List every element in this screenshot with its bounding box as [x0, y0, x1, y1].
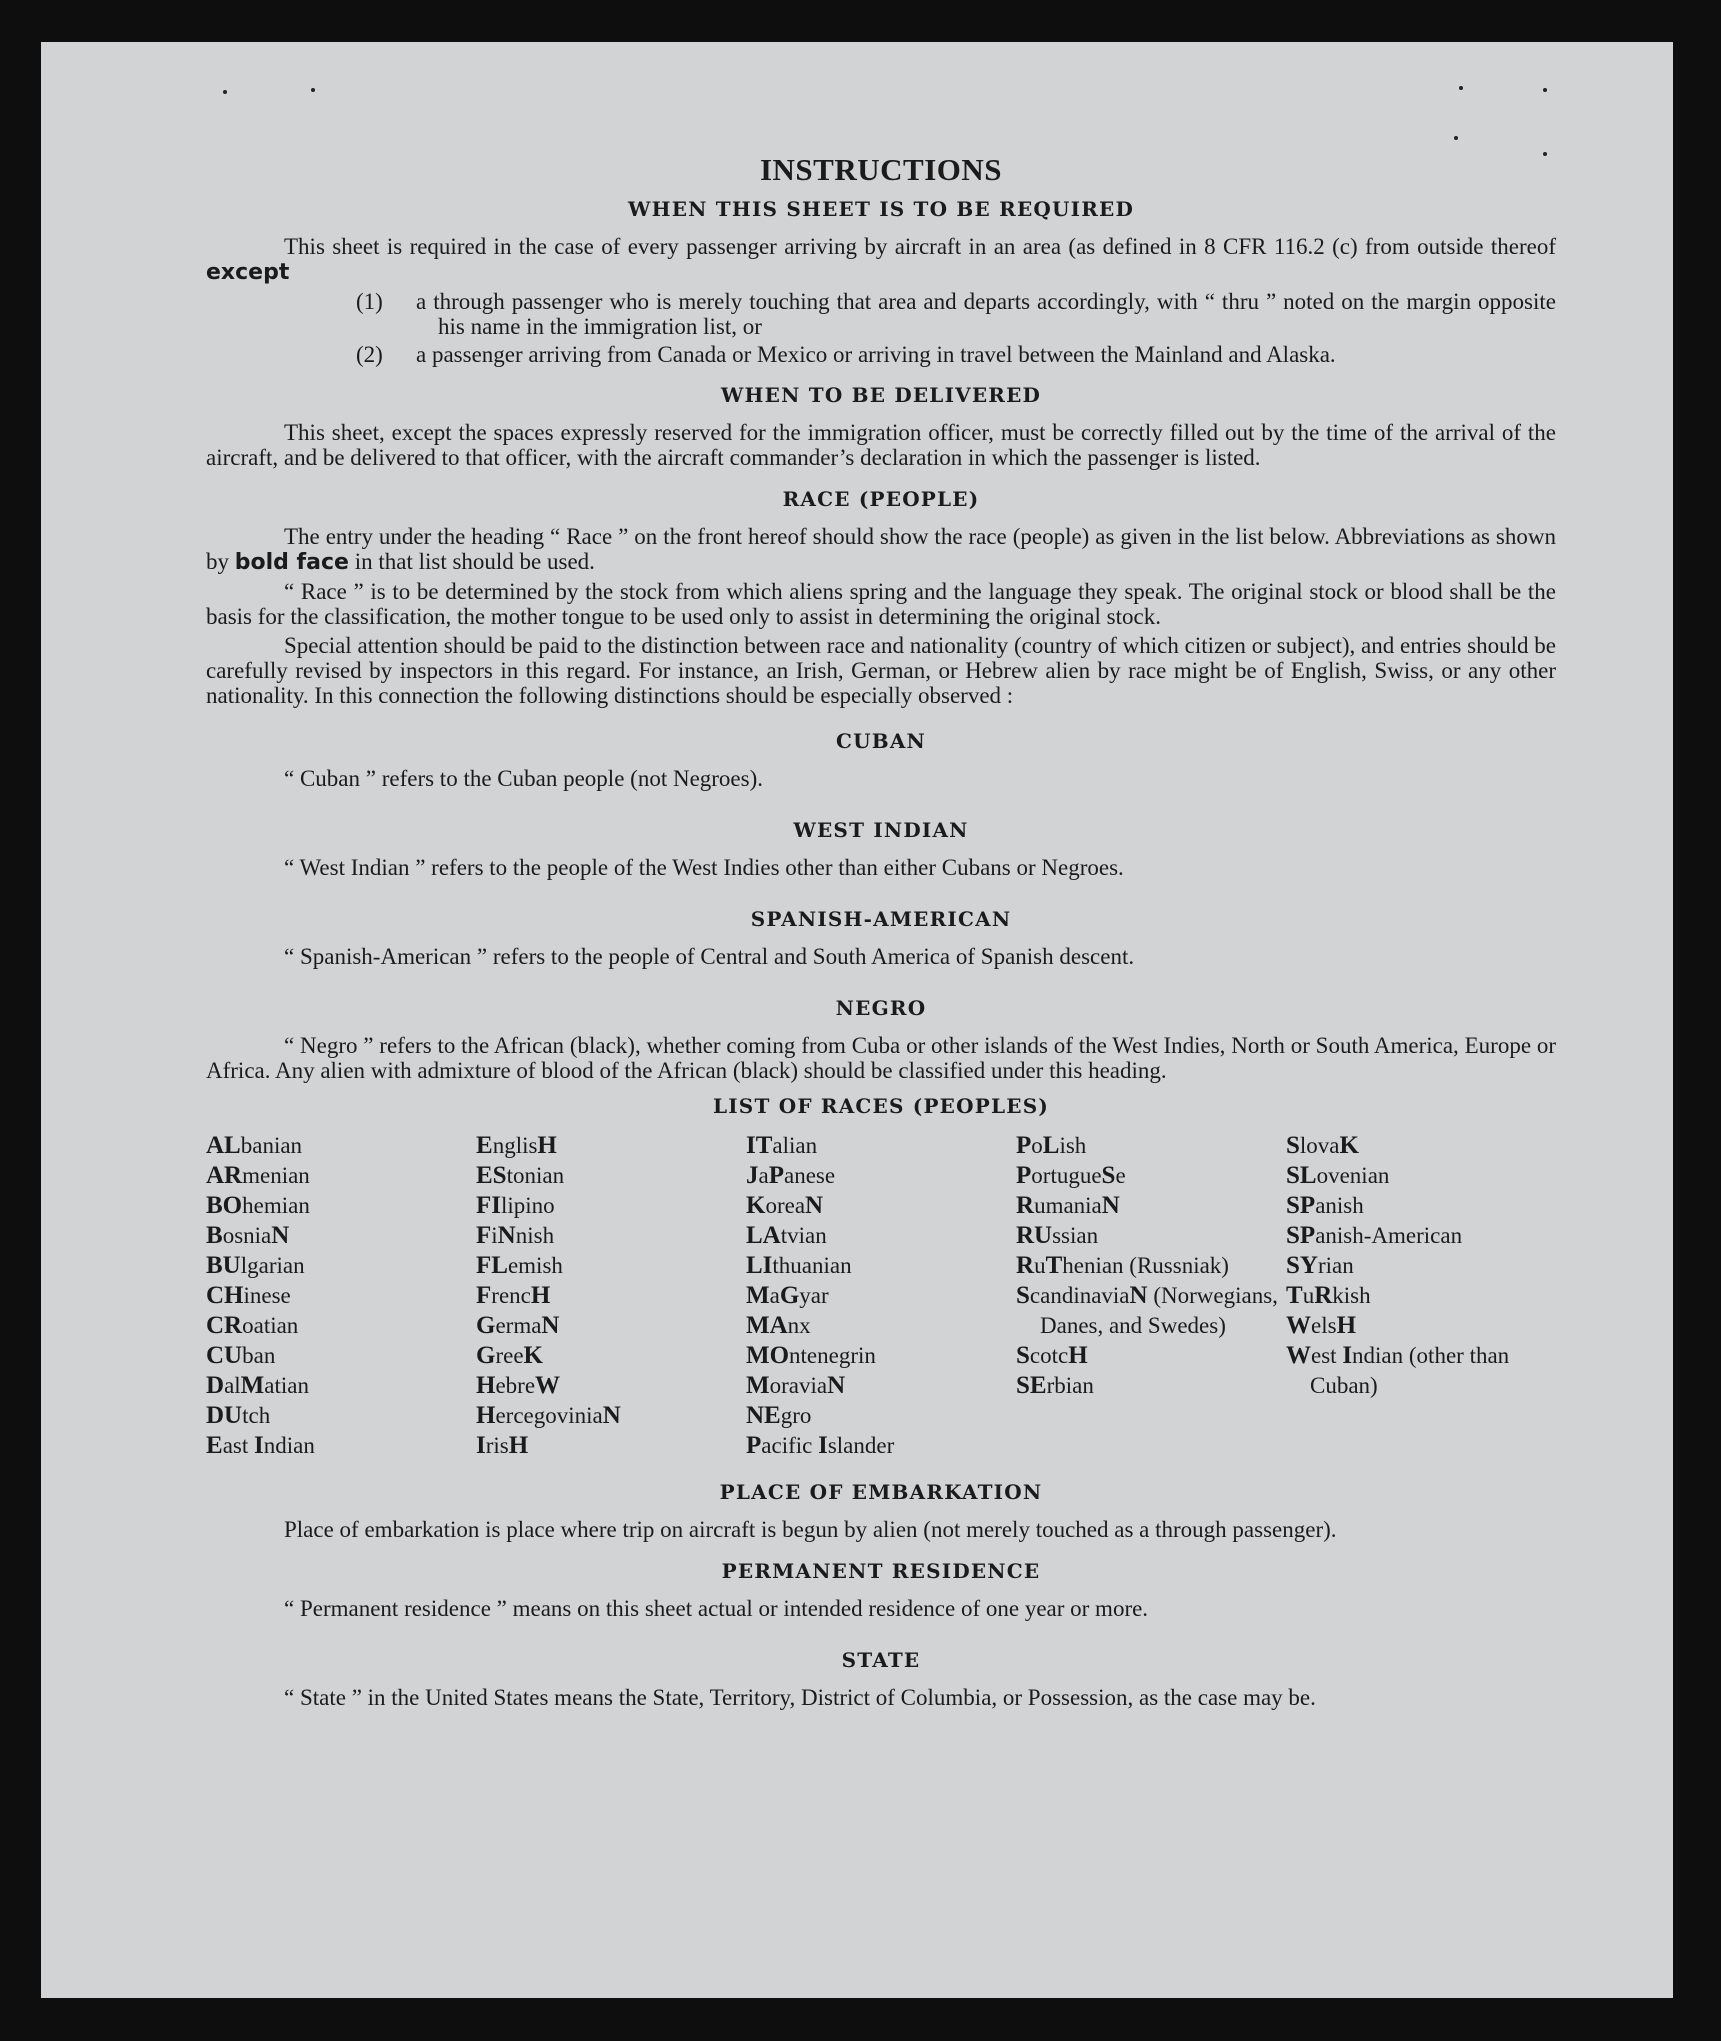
- race-abbreviation: L: [1042, 1132, 1060, 1159]
- race-abbreviation: LI: [746, 1252, 773, 1279]
- race-entry: [1016, 1281, 1286, 1341]
- race-abbreviation: I: [1342, 1342, 1353, 1369]
- race-text: a: [758, 1163, 769, 1188]
- race-abbreviation: I: [818, 1432, 828, 1459]
- race-list: [206, 1131, 1556, 1461]
- scan-speck: [311, 88, 315, 92]
- race-abbreviation: MO: [746, 1342, 790, 1369]
- race-column: [746, 1131, 1016, 1461]
- race-text: oatian: [242, 1313, 299, 1338]
- race-abbreviation: D: [206, 1372, 225, 1399]
- item-number: (1): [356, 289, 383, 314]
- race-entry: [476, 1281, 746, 1311]
- race-entry: [1286, 1281, 1556, 1311]
- race-text: orea: [765, 1193, 806, 1218]
- race-text: i: [491, 1223, 498, 1248]
- race-abbreviation: SY: [1286, 1252, 1318, 1279]
- race-abbreviation: N: [805, 1192, 824, 1219]
- race-entry: [1016, 1221, 1286, 1251]
- race-entry: [746, 1431, 1016, 1461]
- race-abbreviation: NE: [746, 1402, 781, 1429]
- race-abbreviation: ES: [476, 1162, 507, 1189]
- race-text: ndian: [263, 1433, 315, 1458]
- race-text: ree: [495, 1343, 524, 1368]
- race-entry: [746, 1281, 1016, 1311]
- race-text: o: [1031, 1133, 1043, 1158]
- race-entry: [746, 1251, 1016, 1281]
- item-number: (2): [356, 342, 383, 367]
- race-text: ortugue: [1031, 1163, 1102, 1188]
- race-abbreviation: W: [1286, 1312, 1311, 1339]
- race-entry: [746, 1401, 1016, 1431]
- race-entry: [1016, 1371, 1286, 1401]
- race-entry: [1016, 1131, 1286, 1161]
- instructions-content: [206, 152, 1556, 1714]
- race-abbreviation: J: [746, 1162, 759, 1189]
- heading-spanish-american: SPANISH-AMERICAN: [750, 907, 1012, 931]
- race-abbreviation: SE: [1016, 1372, 1047, 1399]
- race-abbreviation: AL: [206, 1132, 241, 1159]
- race-abbreviation: H: [476, 1372, 496, 1399]
- item-text: a passenger arriving from Canada or Mexico or arriving in travel between the Mainland and Alaska.: [416, 342, 1336, 367]
- race-entry: [476, 1371, 746, 1401]
- race-entry: [1286, 1341, 1556, 1401]
- race-abbreviation: SP: [1286, 1222, 1316, 1249]
- heading-permanent-residence: PERMANENT RESIDENCE: [721, 1559, 1041, 1583]
- race-text: tonian: [506, 1163, 565, 1188]
- state-text: “ State ” in the United States means the State, Territory, District of Columbia, or Possession, as the case may be.: [284, 1685, 1316, 1710]
- race-entry: [476, 1251, 746, 1281]
- race-abbreviation: N: [541, 1312, 560, 1339]
- race-abbreviation: H: [1336, 1312, 1357, 1339]
- race-text: rian: [1317, 1253, 1354, 1278]
- race-text: lgarian: [240, 1253, 305, 1278]
- race-text: anese: [784, 1163, 836, 1188]
- race-entry: [1286, 1161, 1556, 1191]
- race-abbreviation: P: [768, 1162, 784, 1189]
- race-entry: [206, 1131, 476, 1161]
- race-abbreviation: DU: [206, 1402, 243, 1429]
- race-abbreviation: N: [497, 1222, 516, 1249]
- race-entry: [206, 1341, 476, 1371]
- race-entry: [746, 1371, 1016, 1401]
- heading-race: RACE (PEOPLE): [782, 487, 980, 511]
- race-text: u: [1302, 1283, 1315, 1308]
- race-text: tvian: [780, 1223, 827, 1248]
- exception-item-2: [206, 342, 1556, 367]
- race-entry: [476, 1401, 746, 1431]
- race-abbreviation: H: [537, 1132, 557, 1159]
- residence-text: “ Permanent residence ” means on this sheet actual or intended residence of one year or more.: [284, 1596, 1149, 1621]
- heading-cuban: CUBAN: [835, 729, 927, 753]
- race-entry: [1286, 1191, 1556, 1221]
- race-text: ban: [242, 1343, 276, 1368]
- scan-speck: [1459, 86, 1463, 90]
- race-paragraph-2: “ Race ” is to be determined by the stock from which aliens spring and the language they speak. The original stock or blood shall be the basis for the classification, the mother tongue to be used only to assist in determining the original stock.: [206, 579, 1556, 629]
- heading-state: STATE: [841, 1648, 921, 1672]
- race-abbreviation: M: [746, 1282, 770, 1309]
- race-abbreviation: K: [1339, 1132, 1359, 1159]
- heading-when-delivered: WHEN TO BE DELIVERED: [720, 383, 1042, 407]
- race-text: banian: [240, 1133, 303, 1158]
- race-text: emish: [507, 1253, 563, 1278]
- race-text: anish-American: [1315, 1223, 1463, 1248]
- race-abbreviation: N: [271, 1222, 290, 1249]
- race-text: els: [1311, 1313, 1337, 1338]
- race-text: a: [769, 1283, 780, 1308]
- except-bold: except: [206, 260, 290, 285]
- race-text: oravia: [769, 1373, 828, 1398]
- race-text: (Norwegians, Danes, and Swedes): [1040, 1283, 1278, 1338]
- race-text: gro: [780, 1403, 812, 1428]
- race-abbreviation: G: [476, 1312, 496, 1339]
- scan-speck: [1543, 88, 1547, 92]
- race-abbreviation: E: [206, 1432, 223, 1459]
- scan-speck: [1454, 136, 1458, 140]
- race-abbreviation: CH: [206, 1282, 244, 1309]
- race-entry: [746, 1131, 1016, 1161]
- race-text: ercegovinia: [495, 1403, 603, 1428]
- race-entry: [206, 1161, 476, 1191]
- race-abbreviation: I: [476, 1432, 486, 1459]
- race-abbreviation: H: [1068, 1342, 1088, 1369]
- race-text: nglis: [492, 1133, 538, 1158]
- race-abbreviation: IT: [746, 1132, 773, 1159]
- race-text: ntenegrin: [789, 1343, 876, 1368]
- race-entry: [206, 1221, 476, 1251]
- race-abbreviation: W: [535, 1372, 561, 1399]
- race-text: ndian (other than Cuban): [1310, 1343, 1510, 1398]
- race-abbreviation: R: [1016, 1252, 1035, 1279]
- race-paragraph-3: Special attention should be paid to the distinction between race and nationality (country of which citizen or subject), and entries should be carefully revised by inspectors in this regard. For instance, an Irish, German, or Hebrew alien by race might be of English, Swiss, or any other nationality. In this connection the following distinctions should be especially observed :: [206, 633, 1556, 708]
- race-entry: [1286, 1221, 1556, 1251]
- race-abbreviation: T: [1045, 1252, 1063, 1279]
- race-text: nish: [515, 1223, 555, 1248]
- race-column: [1016, 1131, 1286, 1461]
- race-abbreviation: BO: [206, 1192, 243, 1219]
- spanish-american-text: “ Spanish-American ” refers to the people of Central and South America of Spanish descent.: [284, 944, 1135, 969]
- race-entry: [476, 1131, 746, 1161]
- race-text: u: [1034, 1253, 1046, 1278]
- race-entry: [206, 1281, 476, 1311]
- heading-list-of-races: LIST OF RACES (PEOPLES): [712, 1094, 1050, 1118]
- race-abbreviation: BU: [206, 1252, 241, 1279]
- exception-item-1: [206, 289, 1556, 339]
- race-entry: [206, 1431, 476, 1461]
- race-abbreviation: S: [1101, 1162, 1116, 1189]
- race-abbreviation: K: [523, 1342, 543, 1369]
- race-abbreviation: N: [602, 1402, 621, 1429]
- race-abbreviation: AR: [206, 1162, 243, 1189]
- race-text: rbian: [1046, 1373, 1094, 1398]
- race-text: inese: [243, 1283, 291, 1308]
- race-entry: [746, 1311, 1016, 1341]
- race-text: e: [1115, 1163, 1126, 1188]
- race-text: osnia: [222, 1223, 272, 1248]
- race-text: lipino: [501, 1193, 555, 1218]
- race-entry: [1286, 1251, 1556, 1281]
- race-abbreviation: R: [1314, 1282, 1333, 1309]
- race-abbreviation: F: [476, 1282, 492, 1309]
- race-text: hemian: [242, 1193, 310, 1218]
- race-text: ssian: [1052, 1223, 1099, 1248]
- document-sheet: [41, 42, 1673, 1998]
- race-text: erma: [495, 1313, 542, 1338]
- embarkation-text: Place of embarkation is place where trip on aircraft is begun by alien (not merely touched as a through passenger).: [284, 1517, 1337, 1542]
- race-text: slander: [827, 1433, 895, 1458]
- race-abbreviation: N: [1101, 1192, 1120, 1219]
- heading-west-indian: WEST INDIAN: [793, 818, 969, 842]
- race-entry: [476, 1311, 746, 1341]
- race-abbreviation: CU: [206, 1342, 243, 1369]
- race-entry: [476, 1161, 746, 1191]
- race-text: yar: [799, 1283, 829, 1308]
- delivered-text: This sheet, except the spaces expressly reserved for the immigration officer, must be correctly filled out by the time of the arrival of the aircraft, and be delivered to that officer, with the aircraft commander’s declaration in which the passenger is listed.: [206, 420, 1556, 470]
- race-abbreviation: S: [1016, 1342, 1030, 1369]
- race-entry: [1016, 1251, 1286, 1281]
- race-abbreviation: G: [779, 1282, 800, 1309]
- race-abbreviation: SP: [1286, 1192, 1316, 1219]
- required-intro: This sheet is required in the case of every passenger arriving by aircraft in an area (as defined in 8 CFR 116.2 (c) from outside thereof except: [206, 234, 1556, 285]
- race-entry: [206, 1371, 476, 1401]
- race-abbreviation: FI: [476, 1192, 501, 1219]
- page-title: INSTRUCTIONS: [759, 152, 1002, 187]
- race-text: anish: [1315, 1193, 1364, 1218]
- west-indian-text: “ West Indian ” refers to the people of the West Indies other than either Cubans or Negroes.: [284, 855, 1124, 880]
- race-entry: [1286, 1131, 1556, 1161]
- race-text: alian: [772, 1133, 818, 1158]
- race-entry: [1016, 1161, 1286, 1191]
- race-text: renc: [491, 1283, 531, 1308]
- race-abbreviation: H: [508, 1432, 529, 1459]
- race-abbreviation: H: [530, 1282, 551, 1309]
- race-abbreviation: N: [827, 1372, 846, 1399]
- race-entry: [206, 1191, 476, 1221]
- race-text: thuanian: [772, 1253, 852, 1278]
- race-column: [476, 1131, 746, 1461]
- race-text: ovenian: [1316, 1163, 1390, 1188]
- race-entry: [476, 1431, 746, 1461]
- race-text: ast: [222, 1433, 254, 1458]
- race-abbreviation: T: [1286, 1282, 1303, 1309]
- race-text: ebre: [495, 1373, 536, 1398]
- race-text: ris: [485, 1433, 509, 1458]
- race-entry: [206, 1251, 476, 1281]
- race-abbreviation: S: [1286, 1132, 1300, 1159]
- negro-text: “ Negro ” refers to the African (black), whether coming from Cuba or other islands of the West Indies, North or South America, Europe or Africa. Any alien with admixture of blood of the African (black) should be classified under this heading.: [206, 1033, 1556, 1083]
- race-text: cotc: [1029, 1343, 1069, 1368]
- race-text: est: [1311, 1343, 1343, 1368]
- race-abbreviation: I: [254, 1432, 264, 1459]
- race-abbreviation: SL: [1286, 1162, 1317, 1189]
- heading-when-required: WHEN THIS SHEET IS TO BE REQUIRED: [627, 197, 1135, 221]
- race-text: menian: [242, 1163, 310, 1188]
- race-abbreviation: E: [476, 1132, 493, 1159]
- race-text: ish: [1059, 1133, 1087, 1158]
- race-entry: [1286, 1311, 1556, 1341]
- race-entry: [1016, 1341, 1286, 1371]
- race-abbreviation: P: [1016, 1162, 1032, 1189]
- race-abbreviation: S: [1016, 1282, 1030, 1309]
- race-entry: [746, 1221, 1016, 1251]
- race-abbreviation: H: [476, 1402, 496, 1429]
- race-abbreviation: R: [1016, 1192, 1035, 1219]
- race-abbreviation: F: [476, 1222, 492, 1249]
- race-text: kish: [1332, 1283, 1371, 1308]
- race-text: candinavia: [1029, 1283, 1130, 1308]
- race-text: lova: [1299, 1133, 1340, 1158]
- race-entry: [746, 1341, 1016, 1371]
- race-abbreviation: M: [746, 1372, 770, 1399]
- race-abbreviation: LA: [746, 1222, 781, 1249]
- race-entry: [476, 1341, 746, 1371]
- cuban-text: “ Cuban ” refers to the Cuban people (not Negroes).: [284, 766, 764, 791]
- item-text: a through passenger who is merely touching that area and departs accordingly, with “ thru ” noted on the margin opposite his name in the immigration list, or: [416, 289, 1556, 339]
- race-text: atian: [264, 1373, 309, 1398]
- race-entry: [206, 1401, 476, 1431]
- race-entry: [206, 1311, 476, 1341]
- heading-place-of-embarkation: PLACE OF EMBARKATION: [719, 1480, 1043, 1504]
- race-abbreviation: K: [746, 1192, 766, 1219]
- race-abbreviation: RU: [1016, 1222, 1053, 1249]
- race-text: tch: [242, 1403, 271, 1428]
- race-entry: [476, 1221, 746, 1251]
- race-abbreviation: G: [476, 1342, 496, 1369]
- race-abbreviation: P: [1016, 1132, 1032, 1159]
- race-abbreviation: M: [240, 1372, 265, 1399]
- heading-negro: NEGRO: [835, 996, 927, 1020]
- race-abbreviation: P: [746, 1432, 762, 1459]
- race-text: umania: [1034, 1193, 1102, 1218]
- bold-face-text: bold face: [234, 550, 349, 575]
- race-text: nx: [787, 1313, 811, 1338]
- race-abbreviation: FL: [476, 1252, 508, 1279]
- race-entry: [746, 1161, 1016, 1191]
- race-entry: [1016, 1191, 1286, 1221]
- race-paragraph-1: The entry under the heading “ Race ” on the front hereof should show the race (people) as given in the list below. Abbreviations as shown by bold face in that list should be used.: [206, 524, 1556, 575]
- race-entry: [746, 1191, 1016, 1221]
- race-entry: [476, 1191, 746, 1221]
- race-abbreviation: W: [1286, 1342, 1311, 1369]
- race-abbreviation: MA: [746, 1312, 788, 1339]
- race-column: [206, 1131, 476, 1461]
- scan-speck: [223, 90, 227, 94]
- race-text: al: [224, 1373, 241, 1398]
- race-abbreviation: CR: [206, 1312, 243, 1339]
- race-column: [1286, 1131, 1556, 1461]
- race-text: acific: [761, 1433, 819, 1458]
- race-text: henian (Russniak): [1062, 1253, 1229, 1278]
- race-abbreviation: B: [206, 1222, 223, 1249]
- race-abbreviation: N: [1129, 1282, 1148, 1309]
